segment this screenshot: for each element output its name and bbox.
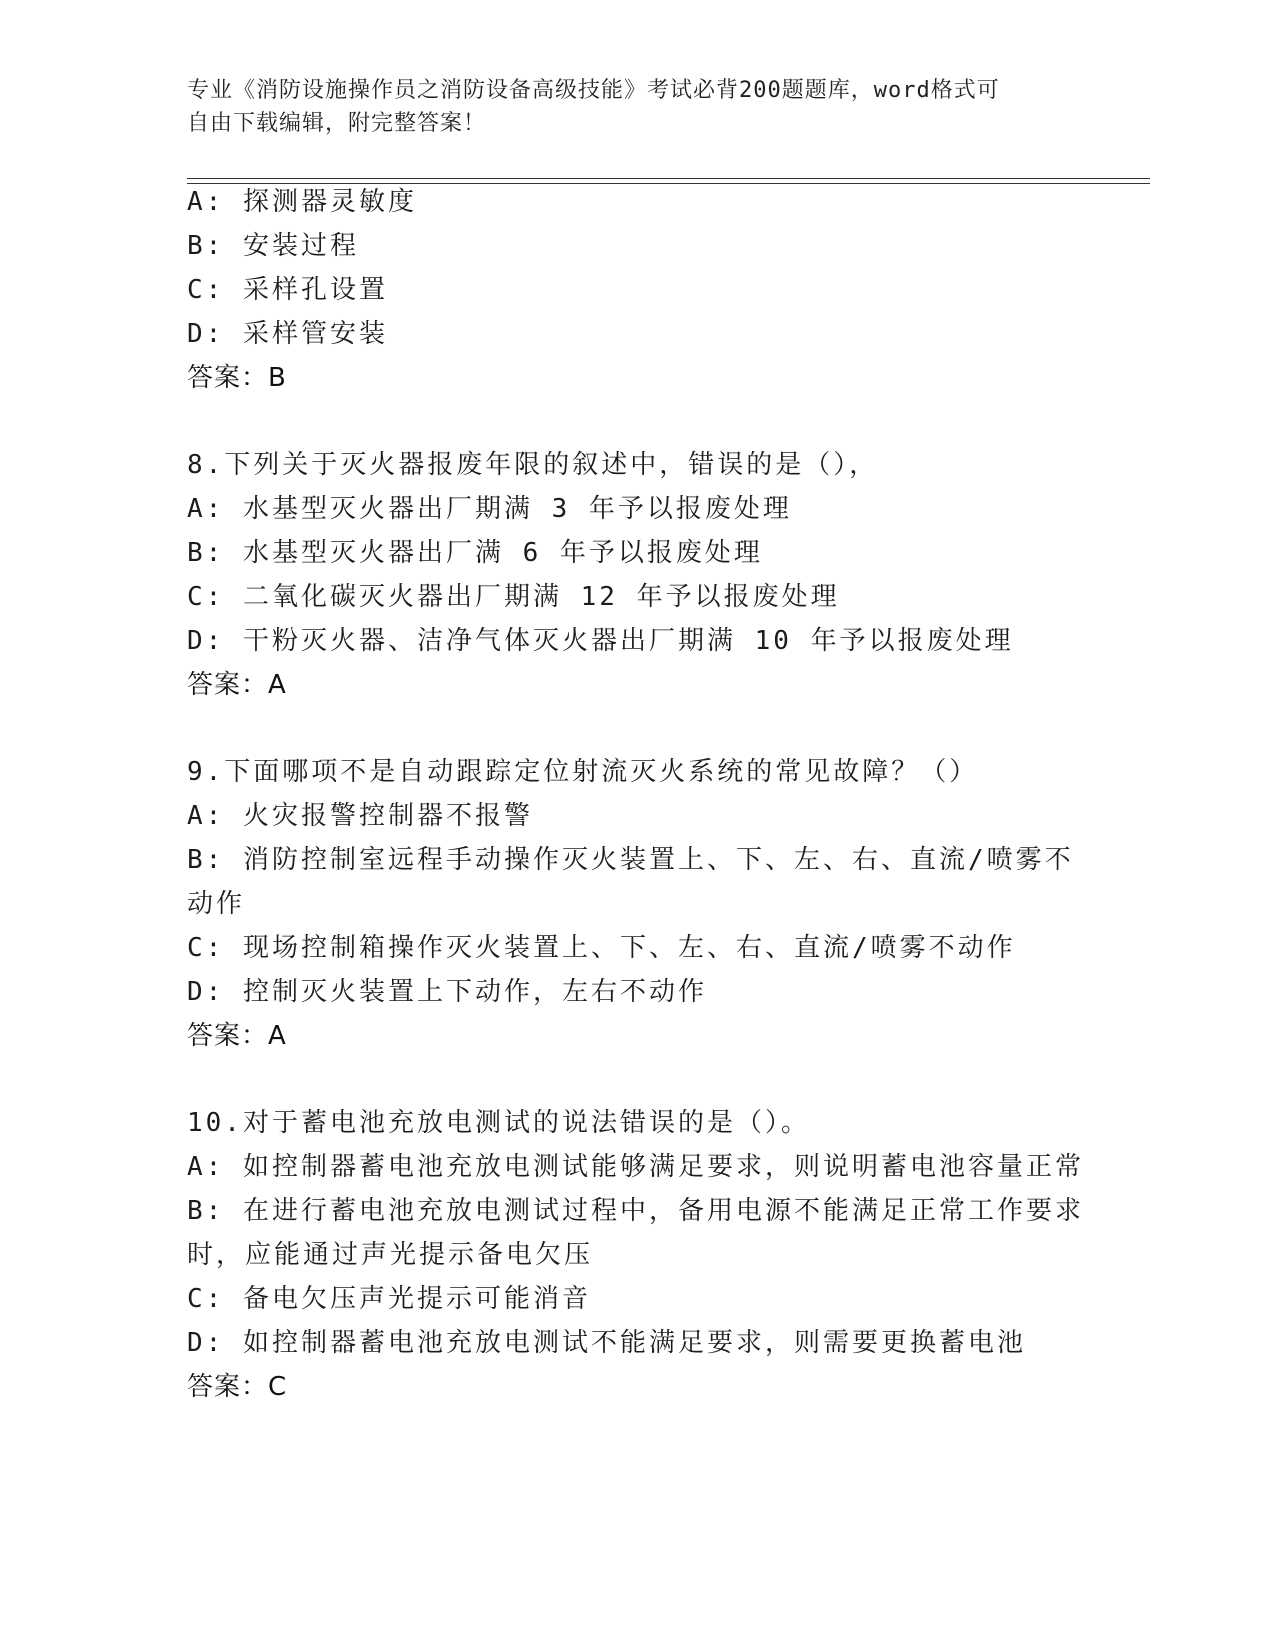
- q7-answer: 答案：B: [187, 363, 287, 393]
- q9-answer: 答案：A: [187, 1021, 287, 1051]
- q7-option-b: B: 安装过程: [187, 231, 359, 261]
- q9-option-c: C: 现场控制箱操作灭火装置上、下、左、右、直流/喷雾不动作: [187, 933, 1016, 963]
- q10-answer: 答案：C: [187, 1372, 288, 1402]
- q10-option-a: A: 如控制器蓄电池充放电测试能够满足要求，则说明蓄电池容量正常: [187, 1152, 1084, 1182]
- header-divider-top: [187, 178, 1150, 179]
- q10-option-d: D: 如控制器蓄电池充放电测试不能满足要求，则需要更换蓄电池: [187, 1328, 1026, 1358]
- q9-option-b-line1: B: 消防控制室远程手动操作灭火装置上、下、左、右、直流/喷雾不: [187, 845, 1074, 875]
- q9-option-b-line2: 动作: [187, 889, 246, 919]
- q10-question: 10.对于蓄电池充放电测试的说法错误的是（）。: [187, 1108, 810, 1138]
- q8-question: 8.下列关于灭火器报废年限的叙述中，错误的是（），: [187, 450, 879, 480]
- q10-option-b-line1: B: 在进行蓄电池充放电测试过程中，备用电源不能满足正常工作要求: [187, 1196, 1084, 1226]
- q10-option-b-line2: 时，应能通过声光提示备电欠压: [187, 1240, 594, 1270]
- header-line-2: 自由下载编辑，附完整答案！: [187, 111, 487, 136]
- q8-option-b: B: 水基型灭火器出厂满 6 年予以报废处理: [187, 538, 763, 568]
- document-header: [187, 74, 1067, 140]
- q7-option-c: C: 采样孔设置: [187, 275, 388, 305]
- q7-option-a: A: 探测器灵敏度: [187, 187, 417, 217]
- q10-option-c: C: 备电欠压声光提示可能消音: [187, 1284, 591, 1314]
- header-divider-bottom: [187, 183, 1150, 184]
- q8-answer: 答案：A: [187, 670, 287, 700]
- q8-option-c: C: 二氧化碳灭火器出厂期满 12 年予以报废处理: [187, 582, 840, 612]
- q8-option-a: A: 水基型灭火器出厂期满 3 年予以报废处理: [187, 494, 792, 524]
- q8-option-d: D: 干粉灭火器、洁净气体灭火器出厂期满 10 年予以报废处理: [187, 626, 1014, 656]
- q7-option-d: D: 采样管安装: [187, 319, 388, 349]
- q9-option-a: A: 火灾报警控制器不报警: [187, 801, 533, 831]
- q9-question: 9.下面哪项不是自动跟踪定位射流灭火系统的常见故障？（）: [187, 757, 979, 787]
- q9-option-d: D: 控制灭火装置上下动作，左右不动作: [187, 977, 707, 1007]
- header-line-1: 专业《消防设施操作员之消防设备高级技能》考试必背200题题库，word格式可: [187, 78, 1000, 103]
